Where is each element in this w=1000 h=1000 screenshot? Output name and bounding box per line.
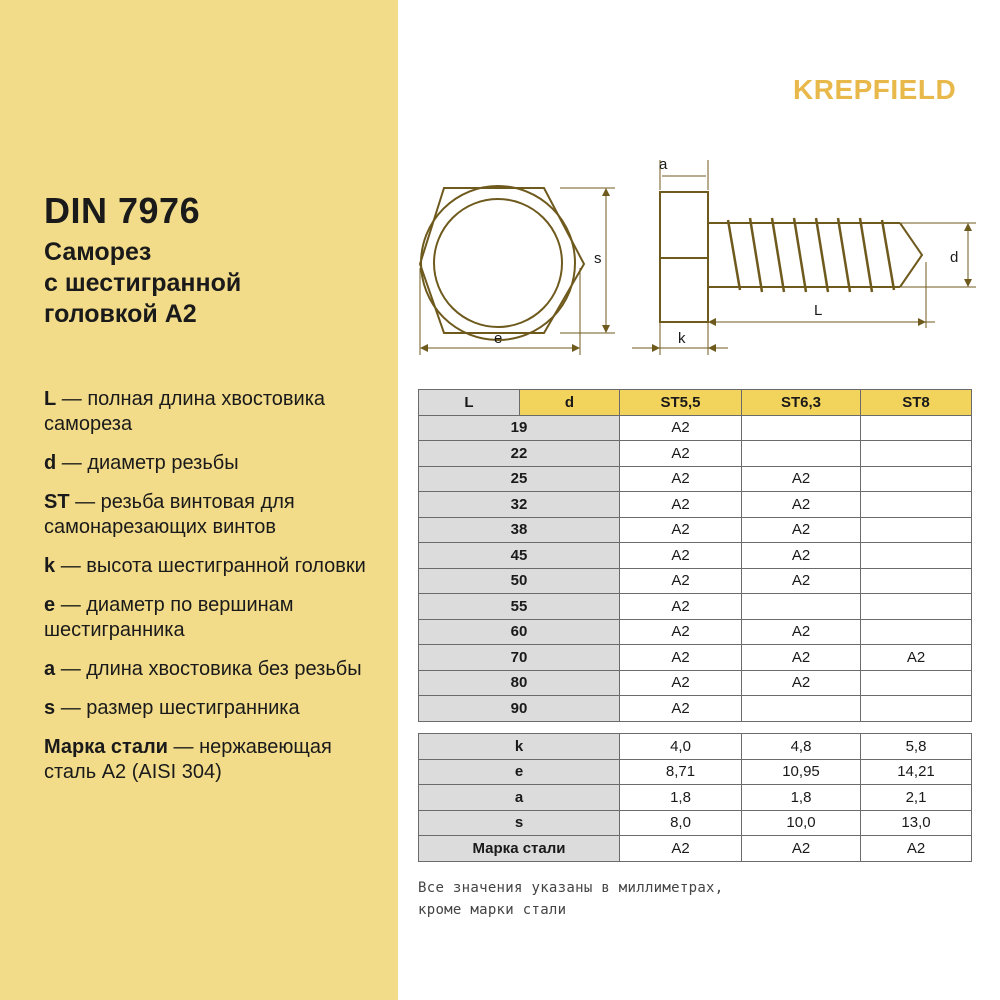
table-row [419, 810, 972, 836]
table-header-row [419, 390, 972, 416]
property-label: e [419, 759, 620, 785]
property-value: 13,0 [861, 810, 972, 836]
availability-cell: A2 [742, 670, 861, 696]
availability-cell: A2 [620, 568, 742, 594]
left-panel [0, 0, 398, 1000]
length-cell: 55 [419, 594, 620, 620]
availability-cell: A2 [742, 543, 861, 569]
head-bearing-circle [421, 186, 575, 340]
product-title-line: головкой А2 [44, 300, 197, 328]
definition-text: — размер шестигранника [60, 697, 300, 719]
length-cell: 70 [419, 645, 620, 671]
property-value: 10,95 [742, 759, 861, 785]
definition-item [44, 696, 384, 721]
property-value: 4,8 [742, 734, 861, 760]
availability-cell [861, 492, 972, 518]
product-title-line: с шестигранной [44, 269, 242, 297]
property-value: A2 [742, 836, 861, 862]
length-cell: 22 [419, 441, 620, 467]
property-value: 4,0 [620, 734, 742, 760]
property-value: 8,71 [620, 759, 742, 785]
property-value: 8,0 [620, 810, 742, 836]
screw-drawing [410, 150, 990, 365]
availability-cell [861, 543, 972, 569]
definition-text: — диаметр резьбы [61, 452, 239, 474]
availability-cell: A2 [620, 619, 742, 645]
property-value: 1,8 [620, 785, 742, 811]
dim-label-a: a [659, 156, 668, 173]
length-cell: 45 [419, 543, 620, 569]
definition-item [44, 657, 384, 682]
dim-label-e: e [494, 330, 503, 347]
table-row [419, 568, 972, 594]
definition-term: a [44, 658, 56, 680]
availability-cell [861, 594, 972, 620]
thread-lines [728, 218, 894, 292]
header-size: ST5,5 [620, 390, 742, 416]
table-row [419, 517, 972, 543]
availability-cell: A2 [620, 441, 742, 467]
availability-cell: A2 [620, 696, 742, 722]
table-row [419, 759, 972, 785]
length-cell: 50 [419, 568, 620, 594]
definition-term: d [44, 452, 57, 474]
dim-label-d: d [950, 249, 959, 266]
note-line: Все значения указаны в миллиметрах, [418, 880, 724, 896]
property-label: k [419, 734, 620, 760]
head-inner-circle [434, 199, 562, 327]
definition-text: — нержавеющая сталь А2 (AISI 304) [44, 736, 332, 783]
definition-term: ST [44, 491, 70, 513]
availability-cell: A2 [620, 466, 742, 492]
availability-cell: A2 [742, 517, 861, 543]
dim-label-s: s [594, 250, 602, 267]
header-diameter: d [520, 390, 620, 416]
standard-title: DIN 7976 [44, 190, 201, 231]
definition-text: — полная длина хвостовика самореза [44, 388, 326, 435]
availability-cell [861, 670, 972, 696]
table-row [419, 543, 972, 569]
definition-term: Марка стали [44, 736, 168, 758]
table-row [419, 785, 972, 811]
property-value: A2 [620, 836, 742, 862]
definitions-list [44, 387, 384, 785]
header-size: ST8 [861, 390, 972, 416]
table-row [419, 645, 972, 671]
definition-term: L [44, 388, 57, 410]
availability-cell [861, 696, 972, 722]
availability-cell [861, 568, 972, 594]
definition-item [44, 490, 384, 540]
dimensions-table [418, 733, 972, 862]
table-row [419, 670, 972, 696]
table-row [419, 594, 972, 620]
availability-cell [861, 441, 972, 467]
definition-item [44, 554, 384, 579]
length-cell: 19 [419, 415, 620, 441]
availability-cell: A2 [620, 594, 742, 620]
availability-cell [861, 466, 972, 492]
availability-cell: A2 [620, 543, 742, 569]
definition-item [44, 451, 384, 476]
availability-cell: A2 [742, 568, 861, 594]
dim-label-L: L [814, 302, 823, 319]
availability-cell [742, 696, 861, 722]
definition-text: — резьба винтовая для самонарезающих винтов [44, 491, 295, 538]
availability-cell: A2 [742, 645, 861, 671]
availability-cell: A2 [742, 492, 861, 518]
length-cell: 25 [419, 466, 620, 492]
table-row [419, 734, 972, 760]
length-cell: 60 [419, 619, 620, 645]
property-value: 5,8 [861, 734, 972, 760]
table-row [419, 415, 972, 441]
table-body [419, 415, 972, 721]
availability-cell [742, 594, 861, 620]
property-label: s [419, 810, 620, 836]
table-row [419, 836, 972, 862]
availability-cell: A2 [620, 492, 742, 518]
header-length: L [419, 390, 520, 416]
availability-cell: A2 [620, 670, 742, 696]
property-value: 14,21 [861, 759, 972, 785]
availability-cell: A2 [742, 466, 861, 492]
note-line: кроме марки стали [418, 902, 567, 918]
brand-logo: KREPFIELD [793, 74, 957, 105]
header-size: ST6,3 [742, 390, 861, 416]
property-value: 1,8 [742, 785, 861, 811]
dim-label-k: k [678, 330, 686, 347]
availability-cell: A2 [742, 619, 861, 645]
size-availability-table [418, 389, 972, 722]
availability-cell [861, 619, 972, 645]
availability-cell: A2 [620, 645, 742, 671]
availability-cell [861, 517, 972, 543]
availability-cell [861, 415, 972, 441]
property-value: 2,1 [861, 785, 972, 811]
units-note [418, 877, 724, 921]
length-cell: 32 [419, 492, 620, 518]
definition-term: s [44, 697, 56, 719]
table-body [419, 734, 972, 862]
property-value: 10,0 [742, 810, 861, 836]
property-label: Марка стали [419, 836, 620, 862]
property-value: A2 [861, 836, 972, 862]
table-row [419, 492, 972, 518]
definition-item [44, 593, 384, 643]
availability-cell: A2 [861, 645, 972, 671]
table-row [419, 466, 972, 492]
availability-cell: A2 [620, 517, 742, 543]
definition-item [44, 387, 384, 437]
product-title-line: Саморез [44, 238, 152, 266]
property-label: a [419, 785, 620, 811]
definition-term: e [44, 594, 56, 616]
table-row [419, 619, 972, 645]
availability-cell [742, 441, 861, 467]
length-cell: 80 [419, 670, 620, 696]
availability-cell: A2 [620, 415, 742, 441]
hex-head-front-view [420, 188, 584, 333]
product-title [44, 237, 241, 330]
length-cell: 38 [419, 517, 620, 543]
table-row [419, 696, 972, 722]
length-cell: 90 [419, 696, 620, 722]
table-row [419, 441, 972, 467]
definition-text: — высота шестигранной головки [60, 555, 366, 577]
availability-cell [742, 415, 861, 441]
definition-text: — длина хвостовика без резьбы [60, 658, 362, 680]
definition-item [44, 735, 384, 785]
definition-term: k [44, 555, 56, 577]
definition-text: — диаметр по вершинам шестигранника [44, 594, 294, 641]
